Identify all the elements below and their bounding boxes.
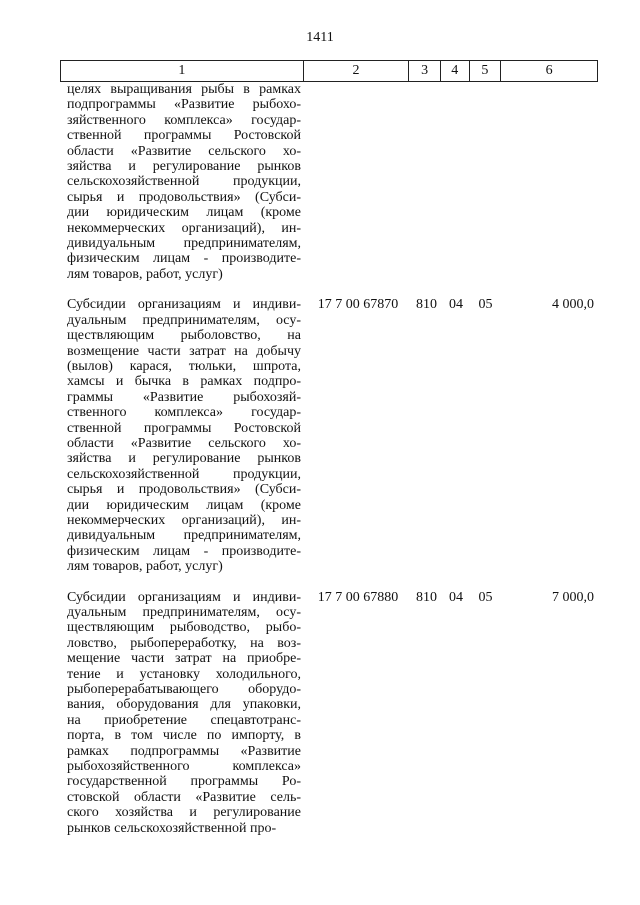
page-number: 1411 xyxy=(306,30,334,45)
description-line: ственной программы Ростовской xyxy=(67,420,301,436)
description-line: подпрограммы «Развитие рыбохо- xyxy=(67,97,301,113)
description-line: лям товаров, работ, услуг) xyxy=(67,559,223,575)
description-line: зяйства и регулирование рынков xyxy=(67,159,301,175)
table-body xyxy=(60,82,598,836)
description-line: ществляющим рыболовство, на xyxy=(67,328,301,344)
description-line: граммы «Развитие рыбохозяй- xyxy=(67,389,301,405)
description-line: на приобретение спецавтотранс- xyxy=(67,712,301,728)
target-article-code: 17 7 00 67870 xyxy=(317,297,399,313)
target-article-code: 17 7 00 67880 xyxy=(317,589,399,605)
column-header-2: 2 xyxy=(303,61,409,82)
description-line: хамсы и бычка в рамках подпро- xyxy=(67,374,301,390)
description-line: дивидуальным предпринимателям, xyxy=(67,236,301,252)
description-line: области «Развитие сельского хо- xyxy=(67,143,301,159)
description-line: зяйственного комплекса» государ- xyxy=(67,112,301,128)
column-header-6: 6 xyxy=(501,61,598,82)
description-line: зяйства и регулирование рынков xyxy=(67,451,301,467)
amount-value xyxy=(501,82,598,282)
description-line: ственной программы Ростовской xyxy=(67,128,301,144)
description-line: (вылов) карася, тюльки, шпрота, xyxy=(67,358,301,374)
table-row xyxy=(60,590,598,837)
expense-type-code xyxy=(411,82,442,282)
subsection-code xyxy=(470,82,501,282)
expense-type-code: 810 xyxy=(416,589,437,605)
description-line: физическим лицам - производите- xyxy=(67,543,301,559)
description-line: вания, оборудования для упаковки, xyxy=(67,697,301,713)
description-line: ловство, рыбопереработку, на воз- xyxy=(67,635,301,651)
description-line: сельскохозяйственной продукции, xyxy=(67,466,301,482)
column-header-3: 3 xyxy=(409,61,441,82)
description-line: сельскохозяйственной продукции, xyxy=(67,174,301,190)
column-header-4: 4 xyxy=(440,61,469,82)
description-line: возмещение части затрат на добычу xyxy=(67,343,301,359)
description-line: стовской области «Развитие сель- xyxy=(67,789,301,805)
description-line: сырья и продовольствия» (Субси- xyxy=(67,189,301,205)
description-line: ственного комплекса» государ- xyxy=(67,405,301,421)
section-code xyxy=(442,82,470,282)
column-header-5: 5 xyxy=(469,61,501,82)
description-line: рыбоперерабатывающего оборудо- xyxy=(67,682,301,698)
description-line: тение и установку холодильного, xyxy=(67,666,301,682)
column-header-1: 1 xyxy=(61,61,304,82)
description-line: физическим лицам - производите- xyxy=(67,251,301,267)
row-description xyxy=(60,82,305,282)
column-header-row xyxy=(61,61,598,82)
description-line: сырья и продовольствия» (Субси- xyxy=(67,482,301,498)
description-line: рамках подпрограммы «Развитие xyxy=(67,743,301,759)
amount-value: 7 000,0 xyxy=(552,589,594,605)
description-line: Субсидии организациям и индиви- xyxy=(67,589,301,605)
description-line: области «Развитие сельского хо- xyxy=(67,435,301,451)
subsection-code: 05 xyxy=(478,589,493,605)
description-line: дивидуальным предпринимателям, xyxy=(67,528,301,544)
expense-type-code: 810 xyxy=(416,297,437,313)
description-line: ществляющим рыбоводство, рыбо- xyxy=(67,620,301,636)
subsection-code: 05 xyxy=(478,297,493,313)
column-header-table xyxy=(60,60,598,82)
description-line: дии юридическим лицам (кроме xyxy=(67,205,301,221)
section-code: 04 xyxy=(449,589,463,605)
description-line: рыбохозяйственного комплекса» xyxy=(67,759,301,775)
description-line: дуальным предпринимателям, осу- xyxy=(67,605,301,620)
description-line: дии юридическим лицам (кроме xyxy=(67,497,301,513)
table-row xyxy=(60,82,598,282)
row-description xyxy=(60,297,305,574)
amount-value: 4 000,0 xyxy=(552,297,594,313)
description-line: некоммерческих организаций), ин- xyxy=(67,512,301,528)
description-line: ского хозяйства и регулирование xyxy=(67,805,301,821)
description-line: рынков сельскохозяйственной про- xyxy=(67,820,277,836)
section-code: 04 xyxy=(449,297,463,313)
description-line: государственной программы Ро- xyxy=(67,774,301,790)
row-description xyxy=(60,590,305,837)
description-line: дуальным предпринимателям, осу- xyxy=(67,312,301,328)
description-line: некоммерческих организаций), ин- xyxy=(67,220,301,236)
description-line: мещение части затрат на приобре- xyxy=(67,651,301,667)
target-article-code xyxy=(305,82,411,282)
description-line: порта, в том числе по импорту, в xyxy=(67,728,301,744)
description-line: лям товаров, работ, услуг) xyxy=(67,266,223,282)
description-line: целях выращивания рыбы в рамках xyxy=(67,82,301,97)
table-row xyxy=(60,297,598,574)
description-line: Субсидии организациям и индиви- xyxy=(67,297,301,313)
